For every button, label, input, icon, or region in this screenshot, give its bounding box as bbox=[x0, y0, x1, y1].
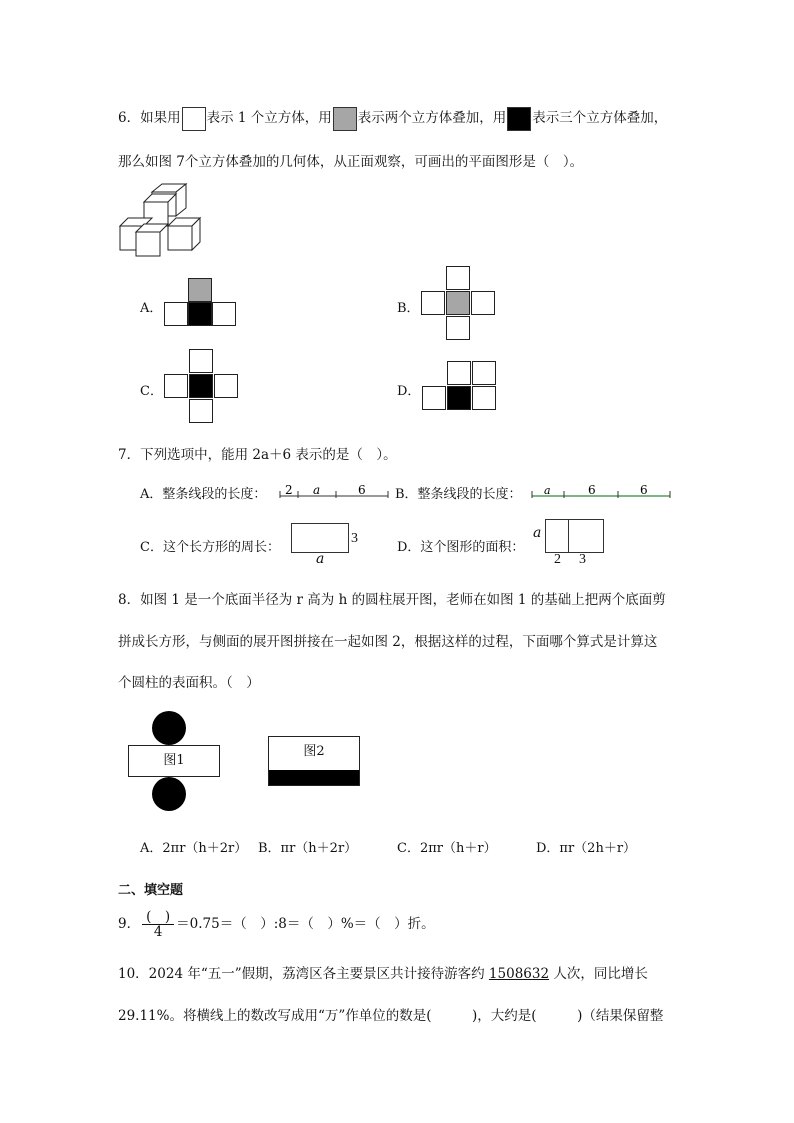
q6-text-c: 表示两个立方体叠加，用 bbox=[357, 110, 507, 126]
q10-text-b: 人次，同比增长 bbox=[549, 966, 648, 982]
seg-label: a bbox=[313, 483, 321, 497]
q8-option-b[interactable]: B．πr（h＋2r） bbox=[258, 841, 358, 856]
white-cell bbox=[164, 302, 188, 326]
q10-underlined-number: 1508632 bbox=[488, 966, 550, 982]
white-cell bbox=[472, 386, 496, 410]
q10-line2: 29.11%。将横线上的数改写成用“万”作单位的数是( )，大约是( )（结果保留整 bbox=[118, 1008, 664, 1024]
figure1-rectangle bbox=[128, 745, 220, 777]
q8-option-c[interactable]: C．2πr（h＋r） bbox=[397, 841, 497, 856]
q10-text-a: 10．2024 年“五一”假期，荔湾区各主要景区共计接待游客约 bbox=[118, 966, 489, 982]
section-heading: 二、填空题 bbox=[118, 883, 184, 898]
white-cell bbox=[446, 266, 470, 290]
q8-line3: 个圆柱的表面积。（ ） bbox=[118, 675, 260, 691]
seg-label: 6 bbox=[640, 483, 648, 497]
q9-fraction-denominator: 4 bbox=[153, 924, 163, 940]
seg-label: a bbox=[544, 484, 551, 497]
seg-label: 2 bbox=[285, 483, 293, 497]
white-cell bbox=[214, 374, 238, 398]
q8-option-a[interactable]: A．2πr（h＋2r） bbox=[140, 841, 248, 856]
cylinder-bottom-circle bbox=[152, 777, 186, 811]
q9-rest: ＝0.75＝（ ）:8＝（ ）%＝（ ）折。 bbox=[176, 916, 435, 932]
q9-fraction bbox=[142, 910, 174, 939]
figure2-rectangle bbox=[268, 736, 360, 786]
black-cell bbox=[189, 374, 213, 398]
q6-line2: 那么如图 7个立方体叠加的几何体，从正面观察，可画出的平面图形是（ ）。 bbox=[118, 154, 584, 170]
cube-stack-figure bbox=[116, 182, 211, 258]
white-cell bbox=[447, 361, 471, 385]
q9-prefix: 9． bbox=[118, 916, 141, 932]
q8-option-d[interactable]: D．πr（2h＋r） bbox=[536, 841, 637, 856]
white-cell bbox=[212, 302, 236, 326]
grey-cell bbox=[446, 291, 470, 315]
q7-stem: 7．下列选项中，能用 2a＋6 表示的是（ ）。 bbox=[118, 447, 397, 463]
black-square-icon bbox=[507, 107, 531, 131]
black-cell bbox=[447, 386, 471, 410]
q6-text-d: 表示三个立方体叠加， bbox=[532, 110, 668, 126]
white-cell bbox=[421, 291, 445, 315]
q7-option-d-label[interactable]: D．这个图形的面积： bbox=[397, 540, 525, 555]
q7-option-c-side-label: 3 bbox=[351, 531, 358, 546]
white-cell bbox=[189, 399, 213, 423]
q7-option-d-left-label: a bbox=[533, 525, 542, 541]
q6-option-a-label[interactable]: A． bbox=[140, 301, 163, 316]
grey-cell bbox=[188, 278, 212, 302]
q6-option-c-label[interactable]: C． bbox=[140, 384, 163, 399]
q6-option-b-label[interactable]: B． bbox=[397, 301, 420, 316]
q7-option-c-rectangle bbox=[291, 523, 349, 553]
q7-option-a-label[interactable]: A．整条线段的长度： bbox=[140, 487, 267, 502]
figure2-black-band bbox=[269, 770, 359, 785]
q8-line1: 8．如图 1 是一个底面半径为 r 高为 h 的圆柱展开图，老师在如图 1 的基础上把两个底面剪 bbox=[118, 592, 666, 608]
q7-option-c-label[interactable]: C．这个长方形的周长： bbox=[140, 540, 280, 555]
q6-text-b: 表示 1 个立方体，用 bbox=[206, 110, 332, 126]
q8-line2: 拼成长方形，与侧面的展开图拼接在一起如图 2，根据这样的过程，下面哪个算式是计算这 bbox=[118, 634, 658, 650]
black-cell bbox=[188, 302, 212, 326]
q7-option-d-figure bbox=[545, 519, 604, 553]
grey-square-icon bbox=[333, 107, 357, 131]
white-cell bbox=[472, 361, 496, 385]
q6-option-d-label[interactable]: D． bbox=[397, 384, 421, 399]
q7-option-d-bottom2: 3 bbox=[579, 552, 586, 567]
divider bbox=[568, 520, 569, 552]
cylinder-top-circle bbox=[152, 711, 186, 745]
white-cell bbox=[164, 374, 188, 398]
q7-option-c-bottom-label: a bbox=[316, 551, 325, 567]
q10-line1 bbox=[118, 962, 648, 982]
seg-label: 6 bbox=[588, 483, 596, 497]
q9-fraction-numerator: ( ) bbox=[142, 910, 174, 925]
figure1-label: 图1 bbox=[163, 753, 185, 768]
figure2-label: 图2 bbox=[303, 744, 325, 759]
q7-option-b-label[interactable]: B．整条线段的长度： bbox=[395, 487, 522, 502]
white-cell bbox=[189, 349, 213, 373]
q6-text-a: 6．如果用 bbox=[118, 110, 181, 126]
seg-label: 6 bbox=[358, 483, 366, 497]
q7-option-d-bottom1: 2 bbox=[554, 552, 561, 567]
q7-option-b-segment bbox=[530, 480, 674, 502]
white-cell bbox=[471, 291, 495, 315]
white-cell bbox=[422, 386, 446, 410]
white-square-icon bbox=[182, 107, 206, 131]
white-cell bbox=[446, 316, 470, 340]
q6-line1 bbox=[118, 106, 667, 131]
q9-line bbox=[118, 910, 435, 939]
q7-option-a-segment bbox=[278, 480, 390, 502]
